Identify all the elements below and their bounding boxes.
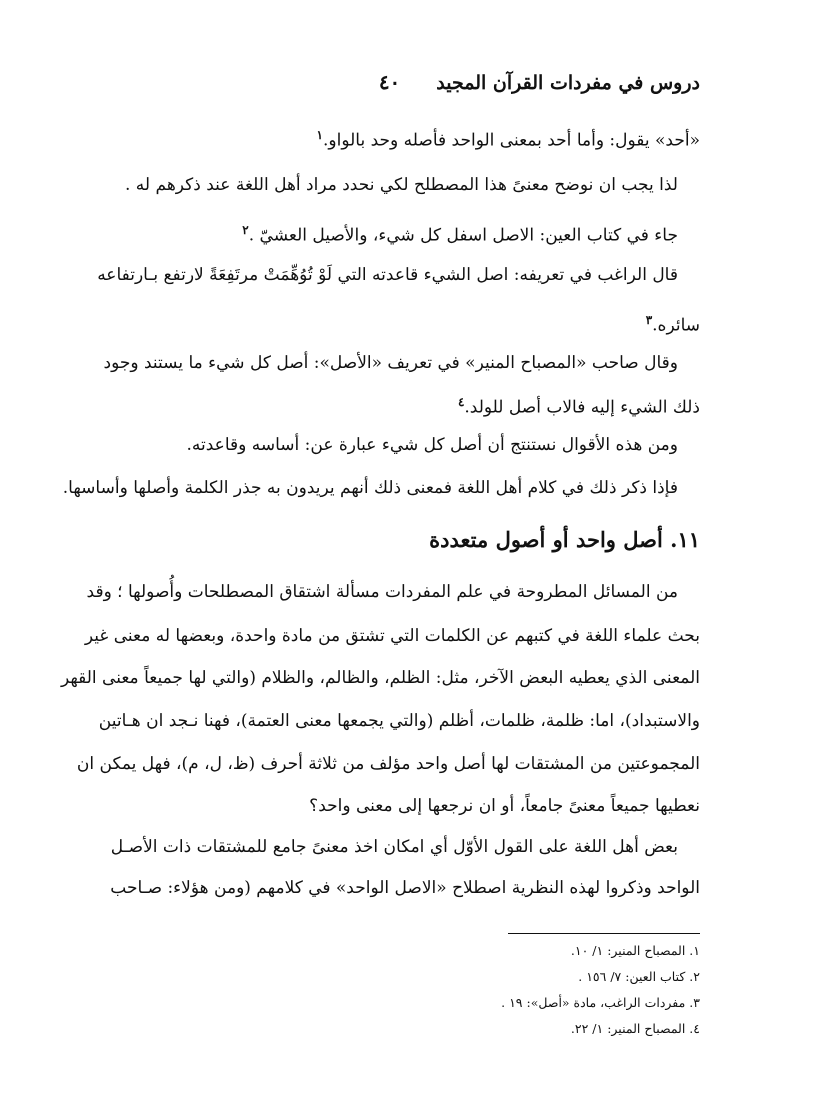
text-line: بعض أهل اللغة على القول الأوّل أي امكان اخذ معنىً جامع للمشتقات ذات الأصـل <box>110 837 678 857</box>
footnote-reference: ٣ <box>645 313 653 327</box>
footnote-reference: ١ <box>316 128 323 142</box>
text-line: الواحد وذكروا لهذه النظرية اصطلاح «الاصل الواحد» في كلامهم (ومن هؤلاء: صـاحب <box>110 878 700 898</box>
section-heading: ١١. أصل واحد أو أصول متعددة <box>429 527 700 552</box>
footnote: ٢. كتاب العين: ٧/ ١٥٦ . <box>578 969 700 984</box>
line-text: ذلك الشيء إليه فالاب أصل للولد. <box>464 397 700 418</box>
text-line: وقال صاحب «المصباح المنير» في تعريف «الأصل»: أصل كل شيء ما يستند وجود <box>103 353 678 373</box>
text-line: المعنى الذي يعطيه البعض الآخر، مثل: الظلم، والظالم، والظلام (والتي لها جميعاً معنى القهر <box>60 668 700 688</box>
line-text: سائره. <box>652 315 700 336</box>
line-text: جاء في كتاب العين: الاصل اسفل كل شيء، والأصيل العشيّ . <box>248 225 678 246</box>
text-line: قال الراغب في تعريفه: اصل الشيء قاعدته التي لَوْ تُوُهِّمَتْ مرتَفِعَةً لارتفع بـارتفاعه <box>97 265 678 285</box>
footnote: ٣. مفردات الراغب، مادة «أصل»: ١٩ . <box>501 995 700 1010</box>
text-line: المجموعتين من المشتقات لها أصل واحد مؤلف من ثلاثة أحرف (ظ، ل، م)، فهل يمكن ان <box>76 754 700 774</box>
text-line: نعطيها جميعاً معنىً جامعاً، أو ان نرجعها إلى معنى واحد؟ <box>309 796 700 816</box>
text-line: بحث علماء اللغة في كتبهم عن الكلمات التي تشتق من مادة واحدة، وبعضها له معنى غير <box>84 626 700 646</box>
text-line <box>104 115 700 161</box>
footnote-reference: ٤ <box>457 395 465 409</box>
footnote-divider <box>508 933 700 934</box>
text-line <box>104 382 700 428</box>
running-header <box>379 70 700 94</box>
text-line <box>104 210 678 256</box>
footnote: ٤. المصباح المنير: ١/ ٢٢. <box>570 1021 700 1036</box>
footnote: ١. المصباح المنير: ١/ ١٠. <box>570 943 700 958</box>
text-line <box>104 300 700 346</box>
line-text: «أحد» يقول: وأما أحد بمعنى الواحد فأصله وحد بالواو. <box>323 130 700 151</box>
text-line: من المسائل المطروحة في علم المفردات مسألة اشتقاق المصطلحات وأُصولها ؛ وقد <box>86 582 678 602</box>
footnote-reference: ٢ <box>242 223 249 237</box>
text-line: ومن هذه الأقوال نستنتج أن أصل كل شيء عبارة عن: أساسه وقاعدته. <box>186 435 678 455</box>
text-line: فإذا ذكر ذلك في كلام أهل اللغة فمعنى ذلك أنهم يريدون به جذر الكلمة وأصلها وأساسها. <box>62 478 678 498</box>
header-title: دروس في مفردات القرآن المجيد <box>436 72 700 94</box>
text-line: لذا يجب ان نوضح معنىً هذا المصطلح لكي نحدد مراد أهل اللغة عند ذكرهم له . <box>125 175 678 195</box>
text-line: والاستبداد)، اما: ظلمة، ظلمات، أظلم (والتي يجمعها معنى العتمة)، فهنا نـجد ان هـاتين <box>98 711 700 731</box>
page-number: ٤٠ <box>378 70 401 94</box>
